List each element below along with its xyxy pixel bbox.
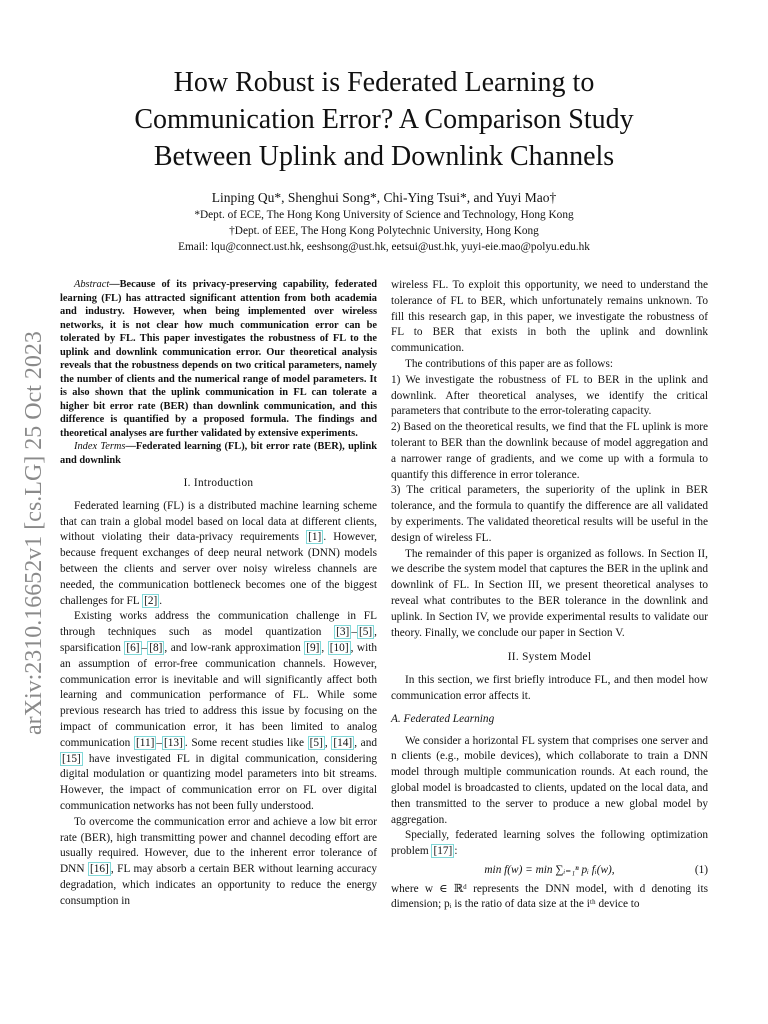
title-line-3: Between Uplink and Downlink Channels	[153, 141, 615, 172]
citation-link[interactable]: [11]	[135, 736, 155, 749]
citation-link[interactable]: [13]	[164, 736, 183, 749]
email-line: Email: lqu@connect.ust.hk, eeshsong@ust.hk, eetsui@ust.hk, yuyi-eie.mao@polyu.edu.hk	[178, 241, 590, 253]
affiliation-2: †Dept. of EEE, The Hong Kong Polytechnic University, Hong Kong	[229, 225, 539, 237]
citation-link[interactable]: [5]	[358, 626, 373, 639]
index-terms-text: —Federated learning (FL), bit error rate (BER), uplink and downlink	[60, 441, 378, 466]
intro-paragraph-1: Federated learning (FL) is a distributed machine learning scheme that can train a global model based on local data at different clients, without violating their data-privacy requirements [1] . However, because frequent exchanges of deep neural network (DNN) models between the clients and server over noisy wireless channels are needed, the communication bottleneck becomes one of the biggest challenges for FL [2] .	[60, 499, 377, 607]
left-column	[60, 278, 377, 910]
citation-link[interactable]: [9]	[306, 641, 320, 654]
subsection-heading-federated-learning: A. Federated Learning	[391, 712, 495, 725]
right-column	[391, 278, 708, 913]
title-line-2: Communication Error? A Comparison Study	[134, 104, 634, 135]
citation-link[interactable]: [15]	[62, 752, 81, 765]
section-heading-system-model: II. System Model	[507, 651, 592, 664]
title-line-1: How Robust is Federated Learning to	[173, 67, 595, 98]
citation-link[interactable]: [14]	[333, 736, 353, 749]
affiliation-1: *Dept. of ECE, The Hong Kong University of Science and Technology, Hong Kong	[194, 209, 574, 221]
organization-paragraph: The remainder of this paper is organized as follows. In Section II, we describe the system model that captures the BER in the uplink and downlink of FL. In Section III, we present theoretical analyses to reveal what contributes to the BER tolerance in the downlink and uplink. In Section IV, we provide experimental results to validate our theory. Finally, we conclude our paper in Section V.	[391, 547, 708, 639]
fl-paragraph-1: We consider a horizontal FL system that comprises one server and n clients (e.g., mobile devices), which collaborate to train a DNN model through multiple communication rounds. At each round, the global model is broadcasted to clients, updated on the local data, and then transmitted to the server to produce a new global model by aggregation.	[391, 734, 708, 826]
abstract-text: —Because of its privacy-preserving capability, federated learning (FL) has attracted significant attention from both academia and industry. However, when being implemented over wireless networks, it is not clear how much communication error can be tolerated by FL. This paper investigates the robustness of FL to the uplink and downlink communication error. Our theoretical analysis reveals that the robustness depends on two critical parameters, namely the number of clients and the numerical range of model parameters. It is also shown that the uplink communication in FL can tolerate a higher bit error rate (BER) than downlink communication, and this difference is quantified by a proposed formula. The findings and theoretical analyses are further validated by extensive experiments.	[60, 279, 377, 439]
citation-link[interactable]: [2]	[144, 594, 158, 607]
citation-link[interactable]: [6]	[126, 641, 140, 654]
citation-link[interactable]: [5]	[309, 736, 323, 749]
citation-link[interactable]: [8]	[149, 641, 163, 654]
paper-title	[40, 64, 728, 175]
citation-link[interactable]: [17]	[433, 845, 453, 858]
fl-paragraph-3: where w ∈ ℝᵈ represents the DNN model, with d denoting its dimension; pᵢ is the ratio of data size at the iᵗʰ device to	[391, 882, 708, 911]
equation-1-number: (1)	[694, 863, 708, 876]
arxiv-stamp: arXiv:2310.16652v1 [cs.LG] 25 Oct 2023	[21, 331, 47, 735]
intro-paragraph-3: To overcome the communication error and achieve a low bit error rate (BER), high transmitting power and channel decoding effort are usually required. However, due to the inherent error tolerance of DNN [16] , FL may absorb a certain BER without learning accuracy degradation, which indicates an opportunity to reduce the energy consumption in	[60, 815, 377, 907]
equation-1-body: min f(w) = min ∑ᵢ₌₁ⁿ pᵢ fᵢ(w),	[484, 863, 615, 876]
contributions-intro: The contributions of this paper are as follows:	[405, 357, 613, 370]
citation-link[interactable]: [3]	[336, 626, 350, 639]
citation-link[interactable]: [16]	[90, 863, 109, 876]
index-terms	[60, 440, 377, 467]
contribution-2: 2) Based on the theoretical results, we find that the FL uplink is more tolerant to BER than the downlink because of model aggregation and a narrower range of gradients, and we come up with a formula to quantify this difference in error tolerance.	[391, 421, 708, 481]
fl-paragraph-2: Specially, federated learning solves the following optimization problem [17] :	[391, 829, 708, 858]
contribution-3: 3) The critical parameters, the superiority of the uplink in BER tolerance, and the formula to quantify the difference are all validated by experiments. The validated theoretical results will be useful in the design of wireless FL.	[391, 484, 708, 544]
system-model-intro: In this section, we first briefly introduce FL, and then model how communication error affects it.	[391, 674, 708, 702]
author-list: Linping Qu*, Shenghui Song*, Chi-Ying Tsui*, and Yuyi Mao†	[211, 190, 557, 205]
section-heading-introduction: I. Introduction	[183, 477, 254, 489]
equation-1	[391, 863, 708, 879]
abstract	[60, 278, 377, 440]
intro-paragraph-2: Existing works address the communication challenge in FL through techniques such as model quantization [3] – [5] , sparsification [6] – [8] , and low-rank approximation [9] , [10] , with an assumption of error-free communication channels. However, communication error is inevitable and will significantly affect both learning and communication performance of FL. While some previous research has tried to address this issue by focusing on the impact of communication error, it has been limited to analog communication [11] – [13] . Some recent studies like [5] , [14] , and [15] have investigated FL in digital communication, considering digital modulation or quantizing model parameters into bit streams. However, the impact of communication error on FL over digital communication networks has not been fully understood.	[60, 610, 378, 812]
intro-paragraph-4: wireless FL. To exploit this opportunity, we need to understand the tolerance of FL to BER, which unfortunately remains unknown. To fill this research gap, in this paper, we investigate the robustness of FL to BER that exists in both the uplink and downlink communication.	[391, 279, 708, 355]
index-terms-label: Index Terms	[74, 441, 126, 452]
contribution-1: 1) We investigate the robustness of FL to BER in the uplink and downlink. After theoretical analyses, we identify the critical parameters that contribute to the error-tolerating capacity.	[391, 373, 708, 418]
citation-link[interactable]: [1]	[308, 531, 322, 544]
citation-link[interactable]: [10]	[329, 641, 349, 654]
abstract-label: Abstract	[74, 279, 110, 290]
